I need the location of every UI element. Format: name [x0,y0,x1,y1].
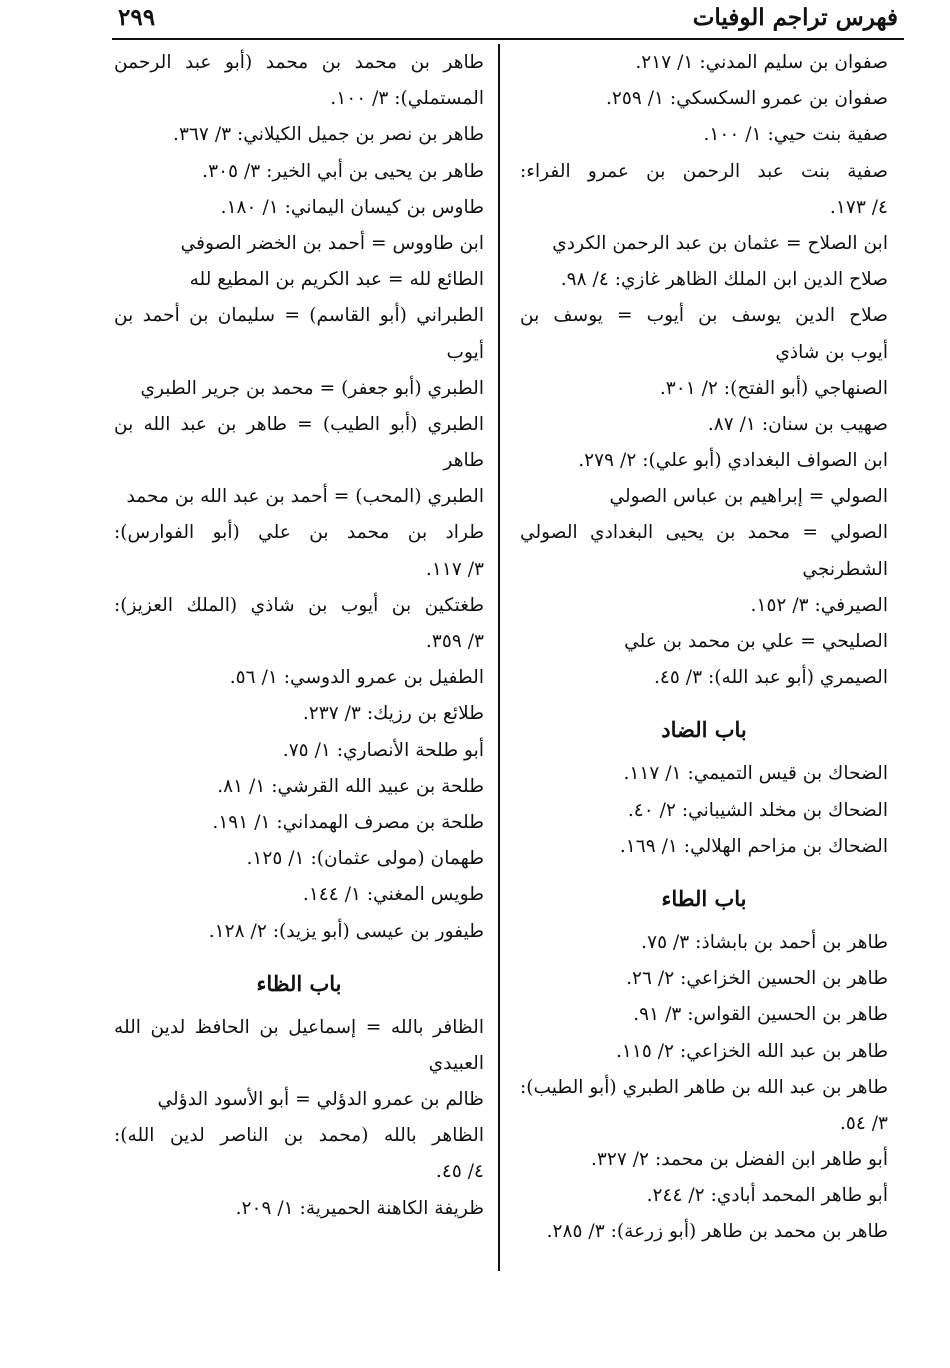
index-entry: طاوس بن كيسان اليماني: ١/ ١٨٠. [220,196,484,218]
index-entry: ابن الصلاح = عثمان بن عبد الرحمن الكردي [552,232,888,254]
index-entry: صفوان بن سليم المدني: ١/ ٢١٧. [635,52,888,73]
index-entry: الطبري (أبو جعفر) = محمد بن جرير الطبري [140,377,484,399]
index-entry: طويس المغني: ١/ ١٤٤. [302,884,484,906]
index-entry: الطبري (المحب) = أحمد بن عبد الله بن محمد [126,486,484,508]
index-entry: صفوان بن عمرو السكسكي: ١/ ٢٥٩. [605,88,888,110]
index-entry: الطائع لله = عبد الكريم بن المطيع لله [189,269,484,291]
index-entry: طاهر بن الحسين الخزاعي: ٢/ ٢٦. [626,968,888,990]
index-entry: الطبري (أبو الطيب) = طاهر بن عبد الله بن [114,413,484,435]
index-entry: الطبراني (أبو القاسم) = سليمان بن أحمد بن [114,305,484,327]
index-entry: طاهر بن عبد الله الخزاعي: ٢/ ١١٥. [615,1040,888,1062]
index-entry: أيوب [446,341,484,363]
index-entry: طاهر بن أحمد بن بابشاذ: ٣/ ٧٥. [641,931,888,953]
index-entry: طاهر [443,450,484,472]
index-entry: الصيرفي: ٣/ ١٥٢. [750,594,888,616]
index-entry: طاهر بن الحسين القواس: ٣/ ٩١. [633,1004,888,1026]
index-entry: الصيمري (أبو عبد الله): ٣/ ٤٥. [653,667,888,689]
index-entry: طراد بن محمد بن علي (أبو الفوارس): [114,522,484,544]
section-heading: باب الظاء [256,970,342,996]
left-column [114,45,484,1227]
index-entry: الطفيل بن عمرو الدوسي: ١/ ٥٦. [229,667,484,689]
index-entry: ابن طاووس = أحمد بن الخضر الصوفي [180,232,484,254]
index-entry: الضحاك بن مزاحم الهلالي: ١/ ١٦٩. [619,835,888,857]
right-column [520,45,888,1251]
index-entry: الضحاك بن مخلد الشيباني: ٢/ ٤٠. [627,799,888,821]
header-rule [112,38,904,40]
index-entry: طاهر بن محمد بن محمد (أبو عبد الرحمن [114,52,484,73]
index-entry: أيوب بن شاذي [775,341,888,363]
index-entry: طاهر بن يحيى بن أبي الخير: ٣/ ٣٠٥. [202,160,484,182]
index-entry: الظافر بالله = إسماعيل بن الحافظ لدين الله [114,1016,484,1038]
index-entry: المستملي): ٣/ ١٠٠. [330,88,484,110]
index-entry: ٣/ ٣٥٩. [425,631,484,652]
index-entry: طغتكين بن أيوب بن شاذي (الملك العزيز): [114,594,484,616]
index-entry: ابن الصواف البغدادي (أبو علي): ٢/ ٢٧٩. [578,450,888,472]
page-number: ٢٩٩ [118,4,156,31]
index-entry: طهمان (مولى عثمان): ١/ ١٢٥. [246,848,484,870]
index-entry: طيفور بن عيسى (أبو يزيد): ٢/ ١٢٨. [208,920,484,942]
page-header [118,4,898,40]
index-entry: طاهر بن نصر بن جميل الكيلاني: ٣/ ٣٦٧. [173,124,484,146]
index-entry: طلحة بن مصرف الهمداني: ١/ ١٩١. [212,811,484,833]
section-heading: باب الطاء [661,885,747,911]
index-entry: صفية بنت عبد الرحمن بن عمرو الفراء: [520,160,888,182]
index-entry: أبو طلحة الأنصاري: ١/ ٧٥. [282,739,484,761]
index-entry: ٤/ ١٧٣. [829,196,888,218]
running-title: فهرس تراجم الوفيات [692,4,898,31]
index-entry: ٣/ ٥٤. [839,1112,888,1134]
index-entry: صلاح الدين يوسف بن أيوب = يوسف بن [520,305,888,327]
index-entry: أبو طاهر المحمد أبادي: ٢/ ٢٤٤. [646,1185,888,1207]
index-entry: الصليحي = علي بن محمد بن علي [624,631,888,652]
index-entry: طلحة بن عبيد الله القرشي: ١/ ٨١. [217,775,484,797]
index-entry: ٤/ ٤٥. [435,1161,484,1183]
index-entry: العبيدي [428,1052,484,1074]
index-entry: ظريفة الكاهنة الحميرية: ١/ ٢٠٩. [235,1197,484,1219]
section-heading: باب الضاد [661,717,747,743]
index-entry: الصولي = إبراهيم بن عباس الصولي [609,486,888,508]
index-entry: صلاح الدين ابن الملك الظاهر غازي: ٤/ ٩٨. [560,269,888,291]
index-entry: ٣/ ١١٧. [425,558,484,580]
index-entry: أبو طاهر ابن الفضل بن محمد: ٢/ ٣٢٧. [590,1149,888,1171]
index-entry: طلائع بن رزيك: ٣/ ٢٣٧. [302,703,484,725]
index-entry: ظالم بن عمرو الدؤلي = أبو الأسود الدؤلي [157,1089,484,1111]
index-entry: صهيب بن سنان: ١/ ٨٧. [707,413,888,435]
column-divider [498,44,500,1271]
index-entry: الظاهر بالله (محمد بن الناصر لدين الله): [114,1125,484,1147]
index-entry: طاهر بن عبد الله بن طاهر الطبري (أبو الطيب): [520,1076,888,1098]
index-entry: صفية بنت حيي: ١/ ١٠٠. [703,124,888,146]
index-entry: الصنهاجي (أبو الفتح): ٢/ ٣٠١. [659,377,888,399]
index-entry: الصولي = محمد بن يحيى البغدادي الصولي [520,522,888,544]
index-entry: طاهر بن محمد بن طاهر (أبو زرعة): ٣/ ٢٨٥. [546,1221,888,1243]
index-entry: الشطرنجي [802,558,888,580]
index-entry: الضحاك بن قيس التميمي: ١/ ١١٧. [623,763,888,785]
